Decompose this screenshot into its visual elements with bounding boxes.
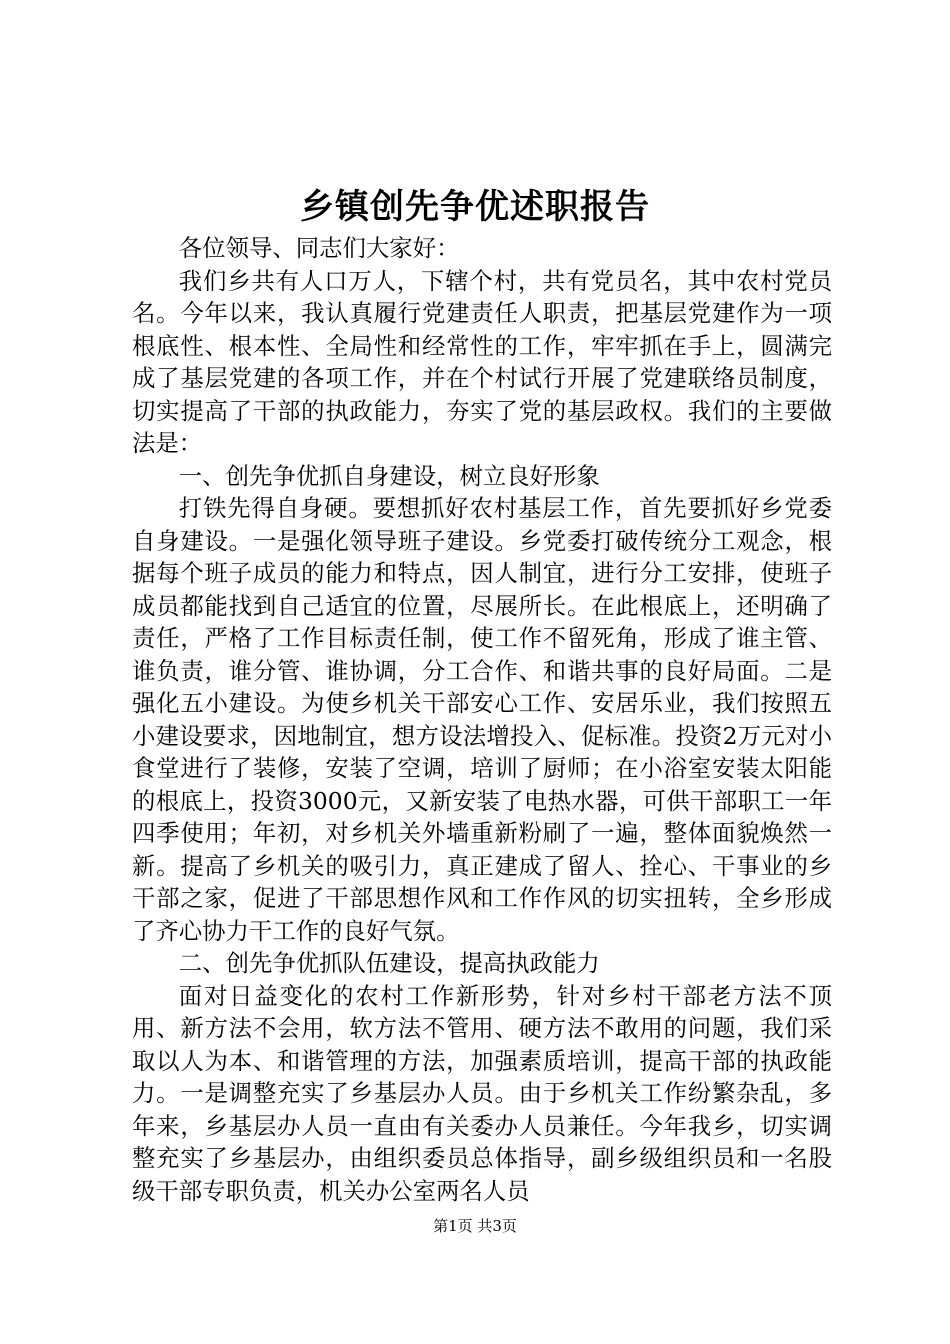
page-footer <box>0 1216 950 1236</box>
section-heading-2: 二、创先争优抓队伍建设，提高执政能力 <box>178 949 600 977</box>
document-body <box>132 232 832 1207</box>
document-title: 乡镇创先争优述职报告 <box>300 187 650 227</box>
paragraph-intro: 我们乡共有人口万人，下辖个村，共有党员名，其中农村党员名。今年以来，我认真履行党建责任人职责，把基层党建作为一项根底性、根本性、全局性和经常性的工作，牢牢抓在手上，圆满完成了基层党建的各项工作，并在个村试行开展了党建联络员制度，切实提高了干部的执政能力，夯实了党的基层政权。我们的主要做法是： <box>132 266 832 457</box>
paragraph-greeting: 各位领导、同志们大家好： <box>178 234 460 262</box>
paragraph-section-2: 面对日益变化的农村工作新形势，针对乡村干部老方法不顶用、新方法不会用，软方法不管用、硬方法不敢用的问题，我们采取以人为本、和谐管理的方法，加强素质培训，提高干部的执政能力。一是调整充实了乡基层办人员。由于乡机关工作纷繁杂乱，多年来，乡基层办人员一直由有关委办人员兼任。今年我乡，切实调整充实了乡基层办，由组织委员总体指导，副乡级组织员和一名股级干部专职负责，机关办公室两名人员 <box>132 981 832 1205</box>
page-number: 第1页 <box>433 1217 473 1235</box>
page-total: 共3页 <box>477 1217 517 1235</box>
paragraph-section-1: 打铁先得自身硬。要想抓好农村基层工作，首先要抓好乡党委自身建设。一是强化领导班子建设。乡党委打破传统分工观念，根据每个班子成员的能力和特点，因人制宜，进行分工安排，使班子成员都能找到自己适宜的位置，尽展所长。在此根底上，还明确了责任，严格了工作目标责任制，使工作不留死角，形成了谁主管、谁负责，谁分管、谁协调，分工合作、和谐共事的良好局面。二是强化五小建设。为使乡机关干部安心工作、安居乐业，我们按照五小建设要求，因地制宜，想方设法增投入、促标准。投资2万元对小食堂进行了装修，安装了空调，培训了厨师；在小浴室安装太阳能的根底上，投资3000元，又新安装了电热水器，可供干部职工一年四季使用；年初，对乡机关外墙重新粉刷了一遍，整体面貌焕然一新。提高了乡机关的吸引力，真正建成了留人、拴心、干事业的乡干部之家，促进了干部思想作风和工作作风的切实扭转，全乡形成了齐心协力干工作的良好气氛。 <box>132 494 832 945</box>
section-heading-1: 一、创先争优抓自身建设，树立良好形象 <box>178 461 600 490</box>
